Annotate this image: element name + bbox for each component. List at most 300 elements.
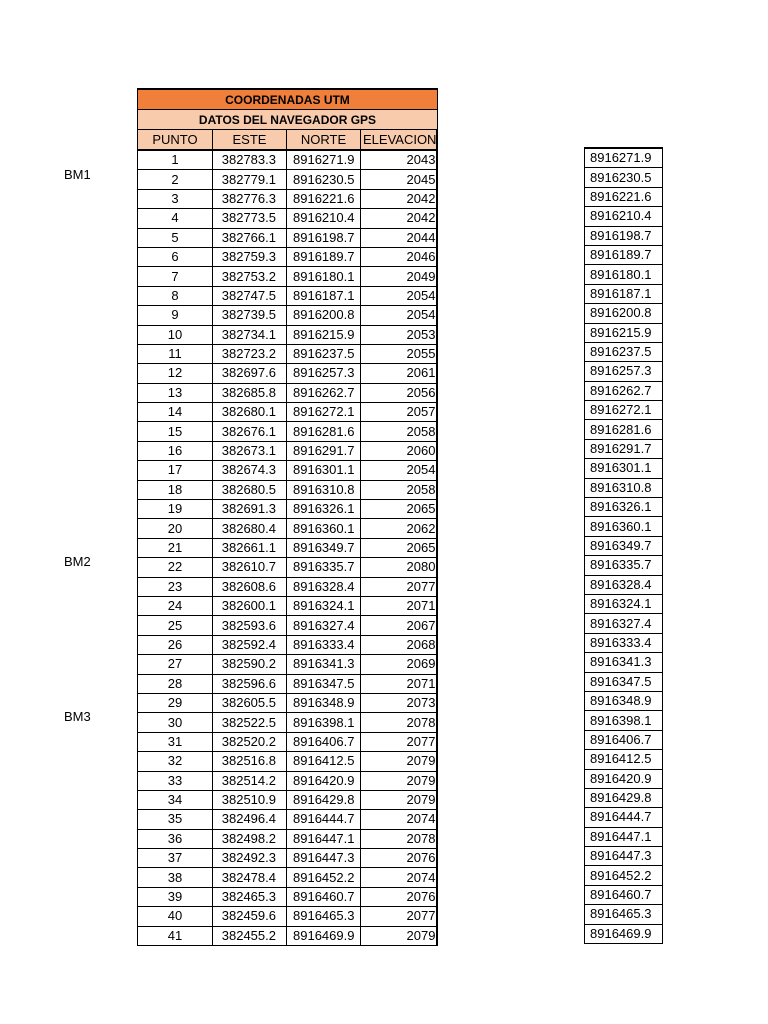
cell-norte[interactable]: 8916341.3: [287, 655, 361, 674]
table-subtitle[interactable]: DATOS DEL NAVEGADOR GPS: [138, 110, 438, 130]
cell-norte-copy[interactable]: 8916324.1: [585, 594, 663, 613]
table-row: [138, 693, 438, 712]
table-row: [138, 325, 438, 344]
cell-este[interactable]: 382747.5: [213, 286, 287, 305]
cell-este[interactable]: 382773.5: [213, 209, 287, 228]
table-row: [585, 420, 663, 439]
table-row: [138, 189, 438, 208]
cell-este[interactable]: 382465.3: [213, 887, 287, 906]
header-elevacion[interactable]: ELEVACION: [361, 130, 438, 151]
cell-este[interactable]: 382600.1: [213, 596, 287, 615]
cell-norte-copy[interactable]: 8916326.1: [585, 498, 663, 517]
header-este[interactable]: ESTE: [213, 130, 287, 151]
cell-elevacion[interactable]: 2042: [361, 209, 438, 228]
cell-este[interactable]: 382734.1: [213, 325, 287, 344]
cell-norte-copy[interactable]: 8916348.9: [585, 691, 663, 710]
cell-elevacion[interactable]: 2079: [361, 926, 438, 945]
cell-punto[interactable]: 23: [138, 577, 213, 596]
cell-norte[interactable]: 8916326.1: [287, 500, 361, 519]
cell-punto[interactable]: 6: [138, 247, 213, 266]
cell-norte-copy[interactable]: 8916200.8: [585, 304, 663, 323]
cell-este[interactable]: 382593.6: [213, 616, 287, 635]
cell-norte-copy[interactable]: 8916406.7: [585, 730, 663, 749]
cell-punto[interactable]: 7: [138, 267, 213, 286]
cell-este[interactable]: 382680.5: [213, 480, 287, 499]
cell-norte[interactable]: 8916257.3: [287, 364, 361, 383]
cell-punto[interactable]: 13: [138, 383, 213, 402]
cell-norte[interactable]: 8916465.3: [287, 907, 361, 926]
cell-elevacion[interactable]: 2079: [361, 790, 438, 809]
header-row: [138, 130, 438, 151]
cell-norte-copy[interactable]: 8916189.7: [585, 245, 663, 264]
table-row: [585, 750, 663, 769]
cell-norte-copy[interactable]: 8916257.3: [585, 362, 663, 381]
table-row: [585, 788, 663, 807]
cell-norte-copy[interactable]: 8916360.1: [585, 517, 663, 536]
table-row: [585, 265, 663, 284]
table-row: [138, 849, 438, 868]
cell-norte[interactable]: 8916429.8: [287, 790, 361, 809]
table-row: [138, 907, 438, 926]
cell-norte-copy[interactable]: 8916469.9: [585, 924, 663, 943]
table-row: [138, 286, 438, 305]
cell-norte[interactable]: 8916398.1: [287, 713, 361, 732]
table-row: [585, 148, 663, 168]
table-row: [585, 362, 663, 381]
cell-norte-copy[interactable]: 8916310.8: [585, 478, 663, 497]
table-row: [138, 790, 438, 809]
table-row: [585, 401, 663, 420]
cell-este[interactable]: 382674.3: [213, 461, 287, 480]
cell-norte[interactable]: 8916360.1: [287, 519, 361, 538]
cell-elevacion[interactable]: 2071: [361, 674, 438, 693]
cell-norte[interactable]: 8916333.4: [287, 635, 361, 654]
cell-punto[interactable]: 19: [138, 500, 213, 519]
cell-norte-copy[interactable]: 8916412.5: [585, 750, 663, 769]
cell-punto[interactable]: 32: [138, 752, 213, 771]
cell-punto[interactable]: 1: [138, 150, 213, 170]
cell-punto[interactable]: 18: [138, 480, 213, 499]
table-row: [585, 478, 663, 497]
table-row: [585, 226, 663, 245]
cell-norte-copy[interactable]: 8916420.9: [585, 769, 663, 788]
cell-este[interactable]: 382759.3: [213, 247, 287, 266]
cell-punto[interactable]: 26: [138, 635, 213, 654]
table-row: [585, 304, 663, 323]
cell-norte[interactable]: 8916215.9: [287, 325, 361, 344]
cell-elevacion[interactable]: 2058: [361, 422, 438, 441]
cell-elevacion[interactable]: 2049: [361, 267, 438, 286]
cell-norte[interactable]: 8916327.4: [287, 616, 361, 635]
cell-elevacion[interactable]: 2077: [361, 907, 438, 926]
cell-elevacion[interactable]: 2062: [361, 519, 438, 538]
cell-norte[interactable]: 8916444.7: [287, 810, 361, 829]
cell-norte[interactable]: 8916237.5: [287, 344, 361, 363]
table-row: [585, 207, 663, 226]
table-row: [138, 577, 438, 596]
cell-elevacion[interactable]: 2074: [361, 810, 438, 829]
cell-norte[interactable]: 8916349.7: [287, 538, 361, 557]
cell-punto[interactable]: 34: [138, 790, 213, 809]
cell-norte[interactable]: 8916310.8: [287, 480, 361, 499]
cell-elevacion[interactable]: 2057: [361, 403, 438, 422]
table-row: [585, 614, 663, 633]
cell-elevacion[interactable]: 2079: [361, 771, 438, 790]
cell-este[interactable]: 382723.2: [213, 344, 287, 363]
cell-elevacion[interactable]: 2080: [361, 558, 438, 577]
cell-punto[interactable]: 39: [138, 887, 213, 906]
cell-elevacion[interactable]: 2069: [361, 655, 438, 674]
table-row: [138, 829, 438, 848]
cell-elevacion[interactable]: 2053: [361, 325, 438, 344]
cell-punto[interactable]: 3: [138, 189, 213, 208]
table-row: [585, 653, 663, 672]
cell-punto[interactable]: 30: [138, 713, 213, 732]
cell-este[interactable]: 382766.1: [213, 228, 287, 247]
table-row: [138, 538, 438, 557]
norte-copy-column: [584, 147, 663, 944]
cell-norte-copy[interactable]: 8916328.4: [585, 575, 663, 594]
cell-punto[interactable]: 29: [138, 693, 213, 712]
cell-norte-copy[interactable]: 8916215.9: [585, 323, 663, 342]
cell-punto[interactable]: 12: [138, 364, 213, 383]
cell-elevacion[interactable]: 2067: [361, 616, 438, 635]
table-row: [585, 691, 663, 710]
cell-norte[interactable]: 8916335.7: [287, 558, 361, 577]
cell-este[interactable]: 382605.5: [213, 693, 287, 712]
table-body: [138, 150, 438, 946]
cell-punto[interactable]: 41: [138, 926, 213, 945]
cell-norte-copy[interactable]: 8916237.5: [585, 342, 663, 361]
cell-norte[interactable]: 8916406.7: [287, 732, 361, 751]
cell-norte[interactable]: 8916460.7: [287, 887, 361, 906]
table-row: [138, 150, 438, 170]
cell-norte[interactable]: 8916271.9: [287, 150, 361, 170]
cell-este[interactable]: 382522.5: [213, 713, 287, 732]
table-row: [138, 732, 438, 751]
cell-punto[interactable]: 27: [138, 655, 213, 674]
table-row: [138, 635, 438, 654]
cell-elevacion[interactable]: 2060: [361, 441, 438, 460]
cell-elevacion[interactable]: 2078: [361, 713, 438, 732]
cell-este[interactable]: 382459.6: [213, 907, 287, 926]
cell-punto[interactable]: 38: [138, 868, 213, 887]
table-row: [585, 381, 663, 400]
cell-elevacion[interactable]: 2076: [361, 887, 438, 906]
cell-punto[interactable]: 14: [138, 403, 213, 422]
cell-norte-copy[interactable]: 8916447.3: [585, 847, 663, 866]
cell-este[interactable]: 382596.6: [213, 674, 287, 693]
cell-norte-copy[interactable]: 8916291.7: [585, 439, 663, 458]
table-row: [585, 284, 663, 303]
cell-este[interactable]: 382685.8: [213, 383, 287, 402]
cell-norte[interactable]: 8916324.1: [287, 596, 361, 615]
cell-norte[interactable]: 8916187.1: [287, 286, 361, 305]
table-row: [585, 517, 663, 536]
table-row: [585, 439, 663, 458]
cell-punto[interactable]: 17: [138, 461, 213, 480]
table-row: [585, 730, 663, 749]
header-punto[interactable]: PUNTO: [138, 130, 213, 151]
cell-elevacion[interactable]: 2058: [361, 480, 438, 499]
table-row: [585, 459, 663, 478]
cell-norte[interactable]: 8916420.9: [287, 771, 361, 790]
table-row: [585, 575, 663, 594]
cell-este[interactable]: 382478.4: [213, 868, 287, 887]
cell-norte[interactable]: 8916447.1: [287, 829, 361, 848]
cell-este[interactable]: 382498.2: [213, 829, 287, 848]
cell-punto[interactable]: 10: [138, 325, 213, 344]
table-row: [585, 556, 663, 575]
cell-punto[interactable]: 16: [138, 441, 213, 460]
cell-elevacion[interactable]: 2044: [361, 228, 438, 247]
cell-punto[interactable]: 9: [138, 306, 213, 325]
cell-norte-copy[interactable]: 8916281.6: [585, 420, 663, 439]
cell-norte-copy[interactable]: 8916347.5: [585, 672, 663, 691]
cell-norte[interactable]: 8916291.7: [287, 441, 361, 460]
cell-elevacion[interactable]: 2077: [361, 732, 438, 751]
table-row: [138, 674, 438, 693]
cell-este[interactable]: 382691.3: [213, 500, 287, 519]
cell-este[interactable]: 382514.2: [213, 771, 287, 790]
benchmark-label[interactable]: BM3: [64, 709, 91, 725]
table-row: [138, 500, 438, 519]
cell-elevacion[interactable]: 2055: [361, 344, 438, 363]
cell-norte-copy[interactable]: 8916327.4: [585, 614, 663, 633]
cell-elevacion[interactable]: 2054: [361, 286, 438, 305]
cell-este[interactable]: 382592.4: [213, 635, 287, 654]
cell-elevacion[interactable]: 2076: [361, 849, 438, 868]
cell-elevacion[interactable]: 2074: [361, 868, 438, 887]
cell-este[interactable]: 382608.6: [213, 577, 287, 596]
cell-este[interactable]: 382516.8: [213, 752, 287, 771]
utm-coordinates-table: [137, 88, 438, 946]
cell-norte-copy[interactable]: 8916398.1: [585, 711, 663, 730]
table-row: [585, 672, 663, 691]
table-row: [138, 403, 438, 422]
cell-este[interactable]: 382779.1: [213, 170, 287, 189]
table-row: [138, 926, 438, 945]
cell-norte[interactable]: 8916272.1: [287, 403, 361, 422]
table-title[interactable]: COORDENADAS UTM: [138, 89, 438, 110]
table-row: [585, 808, 663, 827]
cell-norte-copy[interactable]: 8916447.1: [585, 827, 663, 846]
table-row: [585, 847, 663, 866]
cell-este[interactable]: 382492.3: [213, 849, 287, 868]
cell-punto[interactable]: 5: [138, 228, 213, 247]
cell-punto[interactable]: 33: [138, 771, 213, 790]
table-row: [138, 771, 438, 790]
cell-norte-copy[interactable]: 8916187.1: [585, 284, 663, 303]
cell-este[interactable]: 382680.4: [213, 519, 287, 538]
table-row: [585, 827, 663, 846]
table-row: [138, 655, 438, 674]
cell-norte[interactable]: 8916221.6: [287, 189, 361, 208]
cell-norte-copy[interactable]: 8916272.1: [585, 401, 663, 420]
cell-norte[interactable]: 8916348.9: [287, 693, 361, 712]
table-row: [138, 247, 438, 266]
cell-norte[interactable]: 8916210.4: [287, 209, 361, 228]
cell-punto[interactable]: 22: [138, 558, 213, 577]
cell-norte-copy[interactable]: 8916429.8: [585, 788, 663, 807]
cell-este[interactable]: 382661.1: [213, 538, 287, 557]
cell-norte[interactable]: 8916262.7: [287, 383, 361, 402]
cell-norte[interactable]: 8916200.8: [287, 306, 361, 325]
cell-punto[interactable]: 15: [138, 422, 213, 441]
table-row: [138, 480, 438, 499]
table-row: [585, 498, 663, 517]
cell-elevacion[interactable]: 2054: [361, 306, 438, 325]
cell-elevacion[interactable]: 2056: [361, 383, 438, 402]
table-row: [138, 228, 438, 247]
table-row: [138, 209, 438, 228]
cell-norte[interactable]: 8916328.4: [287, 577, 361, 596]
table-row: [138, 170, 438, 189]
table-row: [138, 344, 438, 363]
cell-elevacion[interactable]: 2043: [361, 150, 438, 170]
table-row: [138, 713, 438, 732]
cell-norte-copy[interactable]: 8916301.1: [585, 459, 663, 478]
cell-este[interactable]: 382510.9: [213, 790, 287, 809]
cell-este[interactable]: 382455.2: [213, 926, 287, 945]
cell-punto[interactable]: 37: [138, 849, 213, 868]
header-norte[interactable]: NORTE: [287, 130, 361, 151]
table-row: [585, 633, 663, 652]
cell-punto[interactable]: 24: [138, 596, 213, 615]
cell-este[interactable]: 382673.1: [213, 441, 287, 460]
table-row: [585, 769, 663, 788]
table-row: [138, 616, 438, 635]
cell-este[interactable]: 382739.5: [213, 306, 287, 325]
table-row: [585, 885, 663, 904]
table-row: [138, 810, 438, 829]
cell-punto[interactable]: 2: [138, 170, 213, 189]
table-row: [585, 168, 663, 187]
cell-norte-copy[interactable]: 8916444.7: [585, 808, 663, 827]
cell-este[interactable]: 382610.7: [213, 558, 287, 577]
cell-norte-copy[interactable]: 8916349.7: [585, 536, 663, 555]
table-row: [585, 866, 663, 885]
table-row: [138, 868, 438, 887]
cell-norte-copy[interactable]: 8916210.4: [585, 207, 663, 226]
cell-este[interactable]: 382520.2: [213, 732, 287, 751]
table-row: [138, 752, 438, 771]
cell-este[interactable]: 382676.1: [213, 422, 287, 441]
cell-norte-copy[interactable]: 8916465.3: [585, 905, 663, 924]
table-row: [138, 596, 438, 615]
cell-punto[interactable]: 40: [138, 907, 213, 926]
benchmark-label[interactable]: BM1: [64, 167, 91, 183]
cell-elevacion[interactable]: 2054: [361, 461, 438, 480]
cell-elevacion[interactable]: 2079: [361, 752, 438, 771]
table-row: [138, 306, 438, 325]
table-row: [585, 342, 663, 361]
cell-punto[interactable]: 36: [138, 829, 213, 848]
table-row: [138, 422, 438, 441]
cell-elevacion[interactable]: 2061: [361, 364, 438, 383]
cell-punto[interactable]: 20: [138, 519, 213, 538]
cell-norte[interactable]: 8916452.2: [287, 868, 361, 887]
cell-norte-copy[interactable]: 8916452.2: [585, 866, 663, 885]
benchmark-label[interactable]: BM2: [64, 554, 91, 570]
table-row: [138, 441, 438, 460]
cell-punto[interactable]: 8: [138, 286, 213, 305]
table-row: [138, 887, 438, 906]
cell-punto[interactable]: 21: [138, 538, 213, 557]
table-row: [585, 594, 663, 613]
cell-punto[interactable]: 25: [138, 616, 213, 635]
cell-norte-copy[interactable]: 8916262.7: [585, 381, 663, 400]
cell-punto[interactable]: 11: [138, 344, 213, 363]
table-row: [585, 245, 663, 264]
table-row: [138, 267, 438, 286]
table-row: [585, 905, 663, 924]
cell-elevacion[interactable]: 2065: [361, 538, 438, 557]
cell-elevacion[interactable]: 2065: [361, 500, 438, 519]
table-row: [138, 519, 438, 538]
cell-punto[interactable]: 35: [138, 810, 213, 829]
table-row: [138, 461, 438, 480]
cell-punto[interactable]: 28: [138, 674, 213, 693]
cell-norte-copy[interactable]: 8916180.1: [585, 265, 663, 284]
cell-este[interactable]: 382680.1: [213, 403, 287, 422]
cell-norte-copy[interactable]: 8916333.4: [585, 633, 663, 652]
cell-punto[interactable]: 4: [138, 209, 213, 228]
cell-norte-copy[interactable]: 8916460.7: [585, 885, 663, 904]
table-row: [585, 323, 663, 342]
cell-este[interactable]: 382753.2: [213, 267, 287, 286]
cell-elevacion[interactable]: 2073: [361, 693, 438, 712]
cell-punto[interactable]: 31: [138, 732, 213, 751]
cell-norte-copy[interactable]: 8916271.9: [585, 148, 663, 168]
cell-norte[interactable]: 8916301.1: [287, 461, 361, 480]
cell-norte[interactable]: 8916281.6: [287, 422, 361, 441]
table-row: [138, 364, 438, 383]
cell-este[interactable]: 382590.2: [213, 655, 287, 674]
cell-norte[interactable]: 8916198.7: [287, 228, 361, 247]
cell-norte-copy[interactable]: 8916221.6: [585, 187, 663, 206]
cell-norte[interactable]: 8916412.5: [287, 752, 361, 771]
cell-este[interactable]: 382783.3: [213, 150, 287, 170]
cell-elevacion[interactable]: 2071: [361, 596, 438, 615]
table-row: [138, 558, 438, 577]
cell-elevacion[interactable]: 2045: [361, 170, 438, 189]
cell-norte-copy[interactable]: 8916335.7: [585, 556, 663, 575]
cell-elevacion[interactable]: 2046: [361, 247, 438, 266]
cell-elevacion[interactable]: 2077: [361, 577, 438, 596]
table-row: [585, 924, 663, 943]
cell-elevacion[interactable]: 2042: [361, 189, 438, 208]
table-row: [585, 187, 663, 206]
table-row: [585, 536, 663, 555]
table-row: [138, 383, 438, 402]
cell-norte[interactable]: 8916469.9: [287, 926, 361, 945]
cell-norte-copy[interactable]: 8916198.7: [585, 226, 663, 245]
cell-norte[interactable]: 8916447.3: [287, 849, 361, 868]
cell-elevacion[interactable]: 2078: [361, 829, 438, 848]
cell-este[interactable]: 382776.3: [213, 189, 287, 208]
cell-norte[interactable]: 8916230.5: [287, 170, 361, 189]
cell-norte-copy[interactable]: 8916341.3: [585, 653, 663, 672]
table-row: [585, 711, 663, 730]
cell-este[interactable]: 382697.6: [213, 364, 287, 383]
cell-norte[interactable]: 8916347.5: [287, 674, 361, 693]
cell-norte[interactable]: 8916189.7: [287, 247, 361, 266]
cell-este[interactable]: 382496.4: [213, 810, 287, 829]
cell-norte-copy[interactable]: 8916230.5: [585, 168, 663, 187]
cell-elevacion[interactable]: 2068: [361, 635, 438, 654]
cell-norte[interactable]: 8916180.1: [287, 267, 361, 286]
